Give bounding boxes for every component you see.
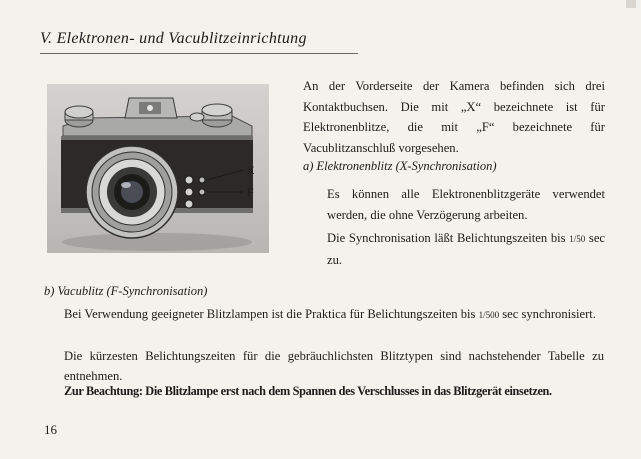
- section-a-paragraph-1: Es können alle Elektronenblitzgeräte verwendet werden, die ohne Verzögerung arbeiten.: [327, 187, 605, 222]
- label-x: X: [247, 165, 255, 177]
- section-b-paragraph-1: [64, 304, 604, 325]
- label-f: F: [247, 187, 254, 199]
- camera-illustration: [47, 84, 269, 253]
- section-b-paragraph-2: Die kürzesten Belichtungszeiten für die gebräuchlichsten Blitztypen sind nachstehender Tabelle zu entnehmen.: [64, 349, 604, 383]
- section-b-title: b) Vacublitz (F-Synchronisation): [44, 284, 208, 298]
- page-corner-mark: [626, 0, 636, 8]
- intro-paragraph: An der Vorderseite der Kamera befinden sich drei Kontaktbuchsen. Die mit „X“ bezeichnete ist für Elektronenblitze, die mit „F“ bezeichnete für Vacublitzanschluß vorgesehen.: [303, 79, 605, 155]
- section-b-fraction: 1/500: [478, 310, 500, 320]
- heading-underline: [40, 53, 358, 54]
- section-a-p2-tail: sec zu.: [327, 231, 606, 267]
- camera-photo: [47, 84, 269, 253]
- section-a-paragraph-2: [327, 228, 605, 270]
- section-b-p1-lead: Bei Verwendung geeigneter Blitzlampen ist die Praktica für Belichtungszeiten bis: [64, 307, 479, 321]
- page-number: 16: [44, 422, 57, 437]
- section-b-note: Zur Beachtung: Die Blitzlampe erst nach dem Spannen des Verschlusses in das Blitzgerät einsetzen.: [64, 384, 552, 398]
- section-a-p2-lead: Die Synchronisation läßt Belichtungszeiten bis: [327, 231, 570, 245]
- section-b-p1-tail: sec synchronisiert.: [499, 307, 596, 321]
- section-a-title: a) Elektronenblitz (X-Synchronisation): [303, 159, 497, 173]
- page-heading: V. Elektronen- und Vacublitzeinrichtung: [40, 30, 307, 47]
- section-a-fraction: 1/50: [569, 234, 586, 244]
